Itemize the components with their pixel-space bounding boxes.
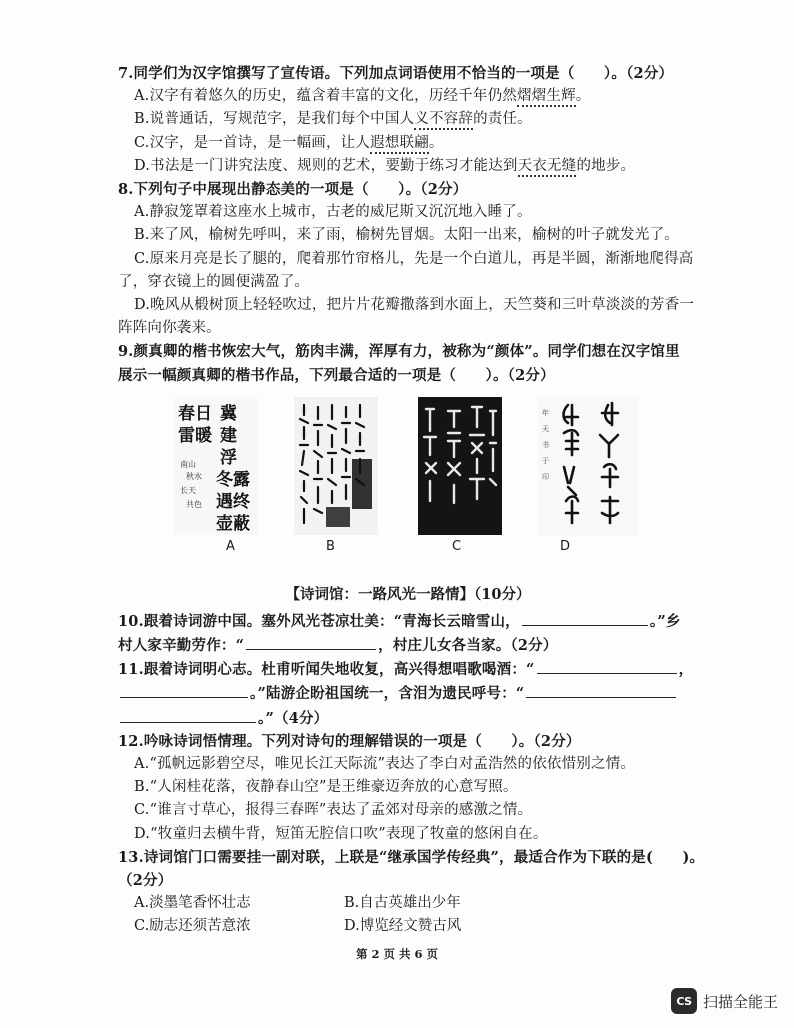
calligraphy-image-a [174, 397, 258, 535]
q8-option-c-line2: 了，穿衣镜上的圆便满盈了。 [118, 273, 310, 290]
q13-stem-line2: （2分） [118, 872, 173, 890]
q11-line1: 11.跟着诗词明心志。杜甫听闻失地收复，高兴得想唱歌喝酒：“ ， [118, 657, 698, 681]
q10-line2: 村人家辛勤劳作：“ ，村庄儿女各当家。（2分） [118, 633, 698, 657]
svg-text:于: 于 [542, 456, 549, 465]
q8-option-b: B.来了风，榆树先呼叫，来了雨，榆树先冒烟。太阳一出来，榆树的叶子就发光了。 [134, 227, 679, 244]
q7-b-word: 义不容辞 [414, 111, 473, 130]
svg-text:春日: 春日 [178, 403, 212, 424]
calligraphy-label-a: A [226, 538, 235, 554]
calligraphy-image-c [418, 397, 502, 535]
watermark-text: 扫描全能王 [702, 992, 778, 1011]
calligraphy-label-b: B [326, 538, 335, 554]
calligraphy-image-d [538, 397, 638, 535]
calligraphy-image-b [294, 397, 378, 535]
calligraphy-images [118, 391, 698, 569]
calligraphy-label-c: C [452, 538, 462, 554]
svg-text:书: 书 [542, 440, 549, 449]
q10-blank-2[interactable] [246, 633, 376, 650]
q13-option-d: D.博览经文赞古风 [344, 918, 462, 935]
exam-content [118, 62, 705, 939]
q7-option-b: B.说普通话，写规范字，是我们每个中国人义不容辞的责任。 [118, 108, 698, 131]
svg-text:冬露: 冬露 [216, 469, 250, 490]
svg-text:壶蔽: 壶蔽 [216, 513, 250, 534]
q7-option-a: A.汉字有着悠久的历史，蕴含着丰富的文化，历经千年仍然熠熠生辉。 [118, 85, 698, 108]
q8-option-d-line1: D.晚风从椴树顶上轻轻吹过，把片片花瓣撒落到水面上，天竺葵和三叶草淡淡的芳香一 [134, 297, 695, 314]
q7-option-d: D.书法是一门讲究法度、规则的艺术，要勤于练习才能达到天衣无缝的地步。 [118, 155, 698, 178]
q11-blank-2[interactable] [120, 681, 248, 698]
svg-text:年: 年 [542, 408, 549, 417]
q7-d-word: 天衣无缝 [518, 158, 577, 177]
svg-text:冀: 冀 [220, 403, 237, 424]
q10-line1: 10.跟着诗词游中国。塞外风光苍凉壮美：“青海长云暗雪山， 。”乡 [118, 609, 698, 633]
q12-option-a: A.“孤帆远影碧空尽，唯见长江天际流”表达了李白对孟浩然的依依惜别之情。 [134, 756, 636, 773]
q12-stem: 12.吟咏诗词悟情理。下列对诗句的理解错误的一项是（ ）。（2分） [118, 732, 581, 750]
svg-text:雷暖: 雷暖 [178, 425, 212, 446]
q13-option-c: C.励志还须苦意浓 [134, 918, 251, 935]
section-title-poetry: 【诗词馆：一路风光一路情】（10分） [285, 585, 531, 603]
q8-option-a: A.静寂笼罩着这座水上城市，古老的威尼斯又沉沉地入睡了。 [134, 204, 532, 221]
q9-stem-line1: 9.颜真卿的楷书恢宏大气，筋肉丰满，浑厚有力，被称为“颜体”。同学们想在汉字馆里 [118, 343, 680, 361]
q13-option-b: B.自古英雄出少年 [344, 895, 461, 912]
q12-option-d: D.“牧童归去横牛背，短笛无腔信口吹”表现了牧童的悠闲自在。 [134, 825, 548, 842]
q9-stem-line2: 展示一幅颜真卿的楷书作品，下列最合适的一项是（ ）。（2分） [118, 366, 555, 384]
q8-option-c-line1: C.原来月亮是长了腿的，爬着那竹帘格儿，先是一个白道儿，再是半圆，渐渐地爬得高 [134, 250, 694, 267]
q13-stem-line1: 13.诗词馆门口需要挂一副对联，上联是“继承国学传经典”，最适合作为下联的是( )。 [118, 848, 705, 866]
svg-text:浮: 浮 [220, 447, 237, 468]
svg-text:印: 印 [542, 472, 549, 481]
q11-blank-4[interactable] [120, 706, 256, 723]
svg-text:共色: 共色 [186, 499, 202, 509]
camscanner-logo-icon: CS [671, 988, 697, 1014]
q8-stem: 8.下列句子中展现出静态美的一项是（ ）。（2分） [118, 181, 468, 199]
calligraphy-label-d: D [560, 538, 571, 554]
q7-a-word: 熠熠生辉 [517, 88, 576, 107]
svg-text:天: 天 [542, 424, 549, 433]
q13-options [118, 892, 698, 938]
svg-text:建: 建 [220, 425, 237, 446]
scanner-watermark [671, 988, 778, 1014]
q12-option-c: C.“谁言寸草心，报得三春晖”表达了孟郊对母亲的感激之情。 [134, 802, 533, 819]
q11-blank-3[interactable] [526, 681, 676, 698]
q7-c-word: 遐想联翩 [370, 135, 429, 154]
q7-stem: 7.同学们为汉字馆撰写了宣传语。下列加点词语使用不恰当的一项是（ ）。（2分） [118, 65, 674, 82]
svg-text:遇终: 遇终 [216, 491, 250, 512]
q12-option-b: B.“人闲桂花落，夜静春山空”是王维豪迈奔放的心意写照。 [134, 779, 518, 796]
q13-option-a: A.淡墨笔香怀壮志 [134, 895, 251, 912]
q7-option-c: C.汉字，是一首诗，是一幅画，让人遐想联翩。 [118, 132, 698, 155]
q11-line3: 。”（4分） [118, 706, 698, 730]
page-footer: 第 2 页 共 6 页 [355, 947, 439, 961]
q11-line2: 。”陆游企盼祖国统一，含泪为遗民呼号：“ [118, 681, 698, 705]
svg-text:秋水: 秋水 [186, 471, 202, 481]
svg-text:南山: 南山 [180, 459, 196, 469]
svg-text:长天: 长天 [180, 485, 196, 495]
q10-blank-1[interactable] [522, 609, 648, 626]
q11-blank-1[interactable] [537, 657, 677, 674]
q8-option-d-line2: 阵阵向你袭来。 [118, 320, 221, 337]
